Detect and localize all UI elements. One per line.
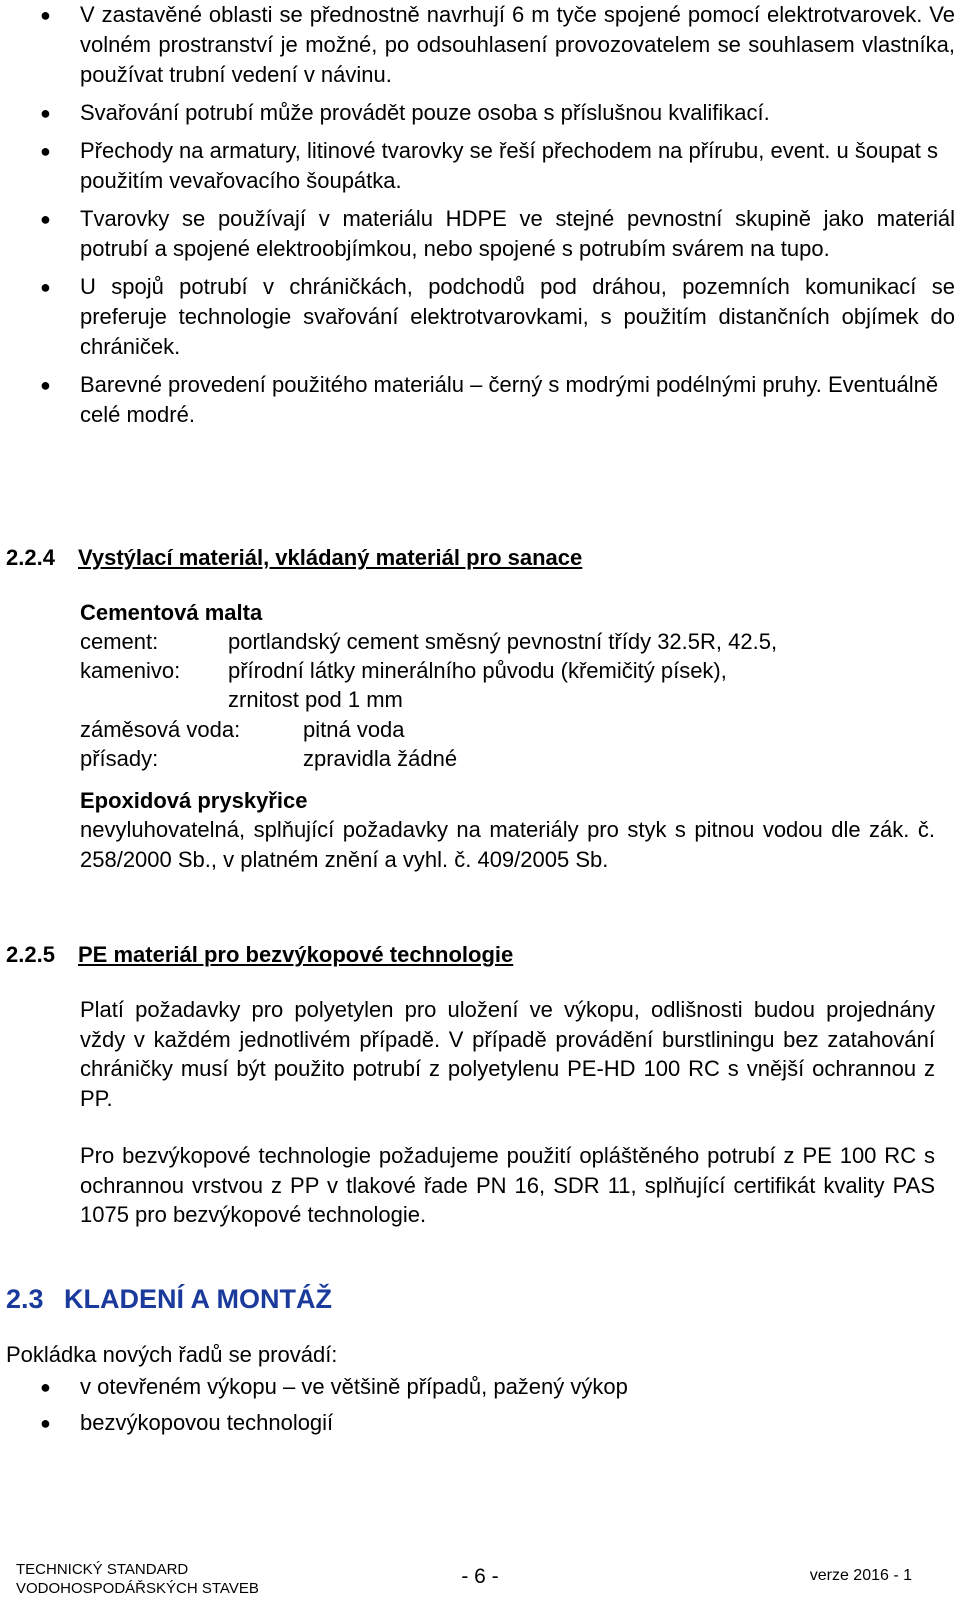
bullet-item — [0, 136, 955, 196]
additives-row — [80, 744, 457, 774]
bullet-icon: ● — [40, 1413, 51, 1433]
bullet-text: Přechody na armatury, litinové tvarovky se řeší přechodem na přírubu, event. u šoupat s použitím vevařovacího šoupátka. — [80, 138, 939, 193]
water-label: záměsová voda: — [80, 717, 241, 742]
section-23-heading — [6, 1283, 332, 1315]
bullet-text: Tvarovky se používají v materiálu HDPE ve stejné pevnostní skupině jako materiál potrubí a spojené elektroobjímkou, nebo spojené s potrubím svárem na tupo. — [80, 206, 955, 261]
version-label: verze 2016 - 1 — [809, 1567, 912, 1584]
section-title: Vystýlací materiál, vkládaný materiál pro sanace — [78, 545, 583, 570]
kamenivo-row-continued — [228, 685, 403, 715]
section-number: 2.2.5 — [6, 942, 55, 967]
water-row — [80, 715, 405, 745]
cement-label: cement: — [80, 629, 159, 654]
bullet-text: U spojů potrubí v chráničkách, podchodů pod dráhou, pozemních komunikací se preferuje technologie svařování elektrotvarovkami, s použitím distančních objímek do chrániček. — [80, 274, 955, 359]
epoxy-heading: Epoxidová pryskyřice — [80, 788, 308, 813]
epoxy-text: nevyluhovatelná, splňující požadavky na materiály pro styk s pitnou vodou dle zák. č. 258/2000 Sb., v platném znění a vyhl. č. 409/2005 Sb. — [80, 817, 935, 872]
cement-row — [80, 627, 777, 657]
section-number: 2.2.4 — [6, 545, 55, 570]
kamenivo-row — [80, 656, 727, 686]
footer-title-line-1: TECHNICKÝ STANDARD — [16, 1561, 189, 1578]
bullet-text: v otevřeném výkopu – ve většině případů, pažený výkop — [80, 1374, 628, 1399]
bullet-item — [0, 0, 955, 90]
bullet-item — [0, 370, 955, 430]
bullet-text: bezvýkopovou technologií — [80, 1410, 334, 1435]
bullet-icon: ● — [40, 5, 51, 25]
laying-intro: Pokládka nových řadů se provádí: — [6, 1342, 338, 1367]
water-value: pitná voda — [303, 717, 405, 742]
cement-value: portlandský cement směsný pevnostní třídy 32.5R, 42.5, — [228, 629, 778, 654]
bullet-item — [0, 204, 955, 264]
bullet-icon: ● — [40, 141, 51, 161]
section-number: 2.3 — [6, 1284, 44, 1314]
bullet-icon: ● — [40, 209, 51, 229]
bullet-icon: ● — [40, 277, 51, 297]
bullet-item — [0, 272, 955, 362]
bullet-text: V zastavěné oblasti se přednostně navrhují 6 m tyče spojené pomocí elektrotvarovek. Ve volném prostranství je možné, po odsouhlasení provozovatelem se souhlasem vlastníka, používat trubní vedení v návinu. — [80, 2, 955, 87]
kamenivo-label: kamenivo: — [80, 658, 181, 683]
additives-value: zpravidla žádné — [303, 746, 458, 771]
bullet-text: Svařování potrubí může provádět pouze osoba s příslušnou kvalifikací. — [80, 100, 770, 125]
bullet-icon: ● — [40, 1377, 51, 1397]
page-number: - 6 - — [461, 1565, 499, 1588]
laying-methods-list — [0, 1372, 960, 1446]
bullet-item — [0, 98, 955, 128]
bullet-item — [0, 1408, 955, 1438]
kamenivo-value: přírodní látky minerálního původu (křemičitý písek), — [228, 658, 727, 683]
bullet-text: Barevné provedení použitého materiálu – černý s modrými podélnými pruhy. Eventuálně celé modré. — [80, 372, 939, 427]
section-title: KLADENÍ A MONTÁŽ — [64, 1284, 332, 1314]
bullet-item — [0, 1372, 955, 1402]
section-225-heading — [6, 940, 513, 970]
cement-mortar-heading: Cementová malta — [80, 600, 263, 625]
requirements-bullet-list — [0, 0, 960, 438]
bullet-icon: ● — [40, 375, 51, 395]
section-224-heading — [6, 543, 582, 573]
additives-label: přísady: — [80, 746, 159, 771]
footer-title-line-2: VODOHOSPODÁŘSKÝCH STAVEB — [16, 1580, 259, 1597]
pe-paragraph-1: Platí požadavky pro polyetylen pro uložení ve výkopu, odlišnosti budou projednány vždy v každém jednotlivém případě. V případě provádění burstliningu bez zatahování chráničky musí být použito potrubí z polyetylenu PE-HD 100 RC s vnější ochrannou z PP. — [80, 997, 935, 1111]
kamenivo-value-continued: zrnitost pod 1 mm — [228, 687, 403, 712]
bullet-icon: ● — [40, 103, 51, 123]
section-title: PE materiál pro bezvýkopové technologie — [78, 942, 514, 967]
pe-paragraph-2: Pro bezvýkopové technologie požadujeme použití opláštěného potrubí z PE 100 RC s ochrannou vrstvou z PP v tlakové řade PN 16, SDR 11, splňující certifikát kvality PAS 1075 pro bezvýkopové technologie. — [80, 1143, 935, 1227]
